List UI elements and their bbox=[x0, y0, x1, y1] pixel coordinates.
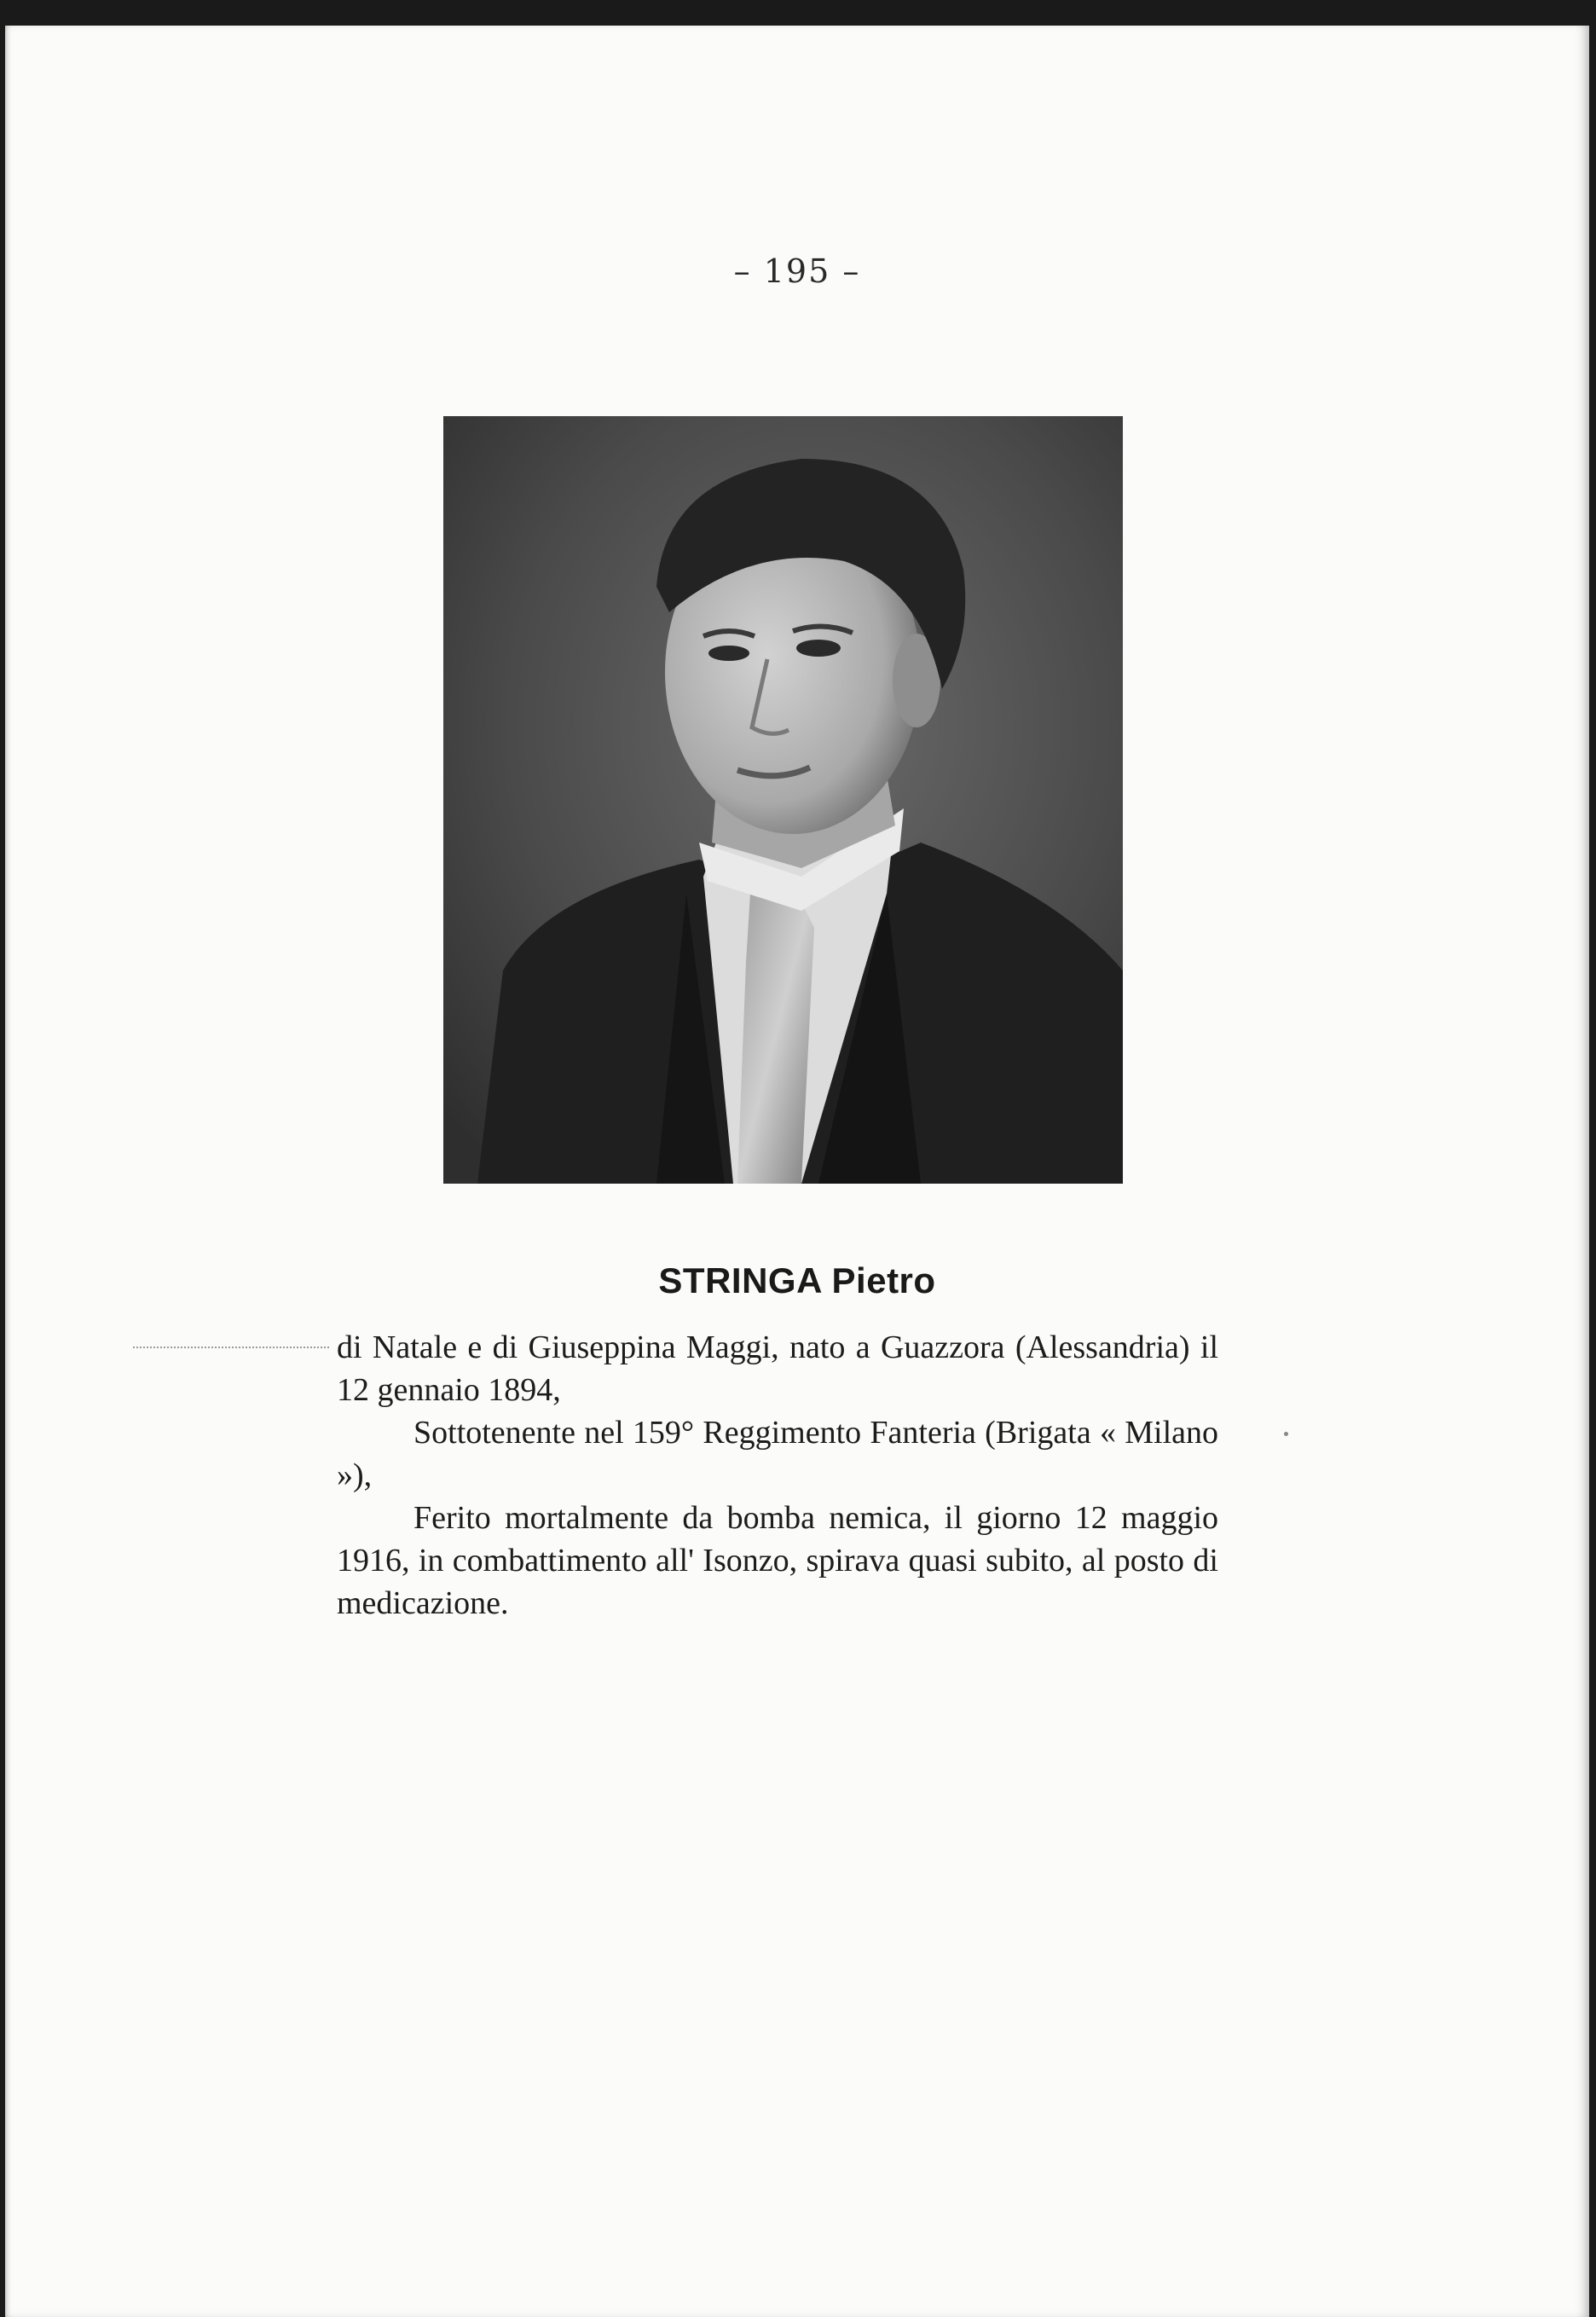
biography-paragraph-rank: Sottotenente nel 159° Reggimento Fanteria (Brigata « Milano »), bbox=[337, 1415, 1218, 1493]
portrait-image bbox=[443, 416, 1123, 1184]
biography-paragraph-parents: di Natale e di Giuseppina Maggi, nato a Guazzora (Alessandria) il 12 gennaio 1894, bbox=[337, 1329, 1218, 1408]
page-number: – 195 – bbox=[733, 252, 861, 290]
margin-dotted-line bbox=[133, 1347, 329, 1350]
biography-text bbox=[337, 1326, 1218, 1625]
portrait-photo bbox=[443, 416, 1123, 1184]
biography-paragraph-death: Ferito mortalmente da bomba nemica, il giorno 12 maggio 1916, in combattimento all' Isonzo, spirava quasi subito, al posto di medicazione. bbox=[337, 1500, 1218, 1621]
scan-speck bbox=[1284, 1432, 1288, 1436]
document-page bbox=[5, 26, 1589, 2317]
entry-name-heading: STRINGA Pietro bbox=[658, 1260, 936, 1300]
